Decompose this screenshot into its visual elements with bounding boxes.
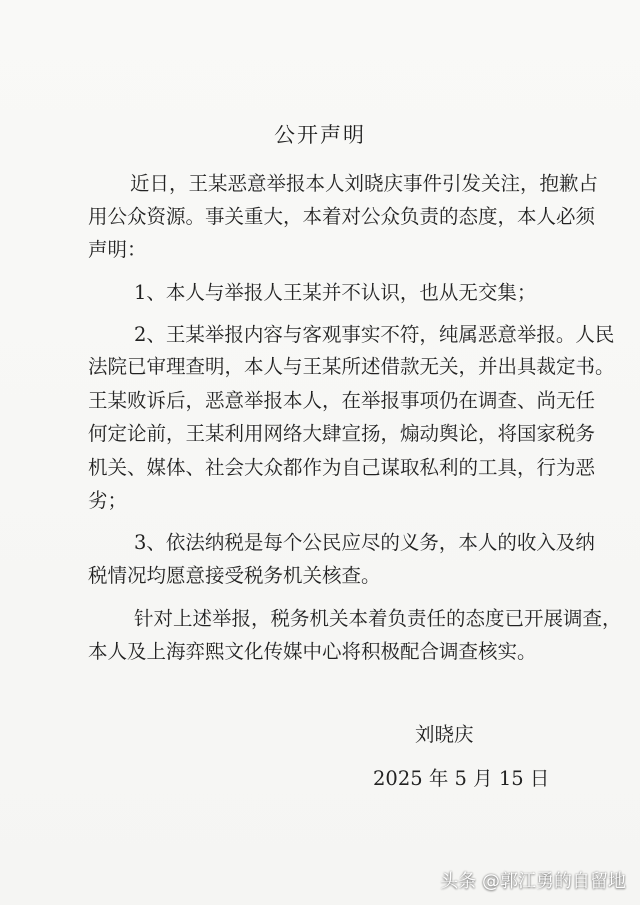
paragraph-3-line-5: 机关、媒体、社会大众都作为自己谋取私利的工具，行为恶 [88,456,596,479]
paragraph-1-line-1: 近日，王某恶意举报本人刘晓庆事件引发关注，抱歉占 [130,172,599,195]
paragraph-1-line-2: 用公众资源。事关重大，本着对公众负责的态度，本人必须 [88,205,596,228]
paragraph-3-line-2: 法院已审理查明，本人与王某所述借款无关，并出具裁定书。 [88,355,615,378]
paragraph-2-line-1: 1、本人与举报人王某并不认识，也从无交集； [134,281,537,304]
paragraph-5-line-2: 本人及上海弈熙文化传媒中心将积极配合调查核实。 [88,640,537,663]
paragraph-5-line-1: 针对上述举报，税务机关本着负责任的态度已开展调查， [134,607,622,630]
date: 2025 年 5 月 15 日 [373,767,550,790]
paragraph-1-line-3: 声明： [88,238,147,261]
paragraph-4-line-1: 3、依法纳税是每个公民应尽的义务，本人的收入及纳 [134,531,595,554]
paragraph-4-line-2: 税情况均愿意接受税务机关核查。 [88,564,381,587]
paragraph-3-line-6: 劣； [88,489,128,512]
platform-watermark: 头条 @郭江勇的自留地 [440,871,626,892]
paragraph-3-line-4: 何定论前，王某利用网络大肆宣扬，煽动舆论，将国家税务 [88,422,596,445]
document-title: 公开声明 [274,123,366,147]
signature: 刘晓庆 [415,723,474,746]
paragraph-3-line-1: 2、王某举报内容与客观事实不符，纯属恶意举报。人民 [134,323,615,346]
paragraph-3-line-3: 王某败诉后，恶意举报本人，在举报事项仍在调查、尚无任 [88,389,596,412]
